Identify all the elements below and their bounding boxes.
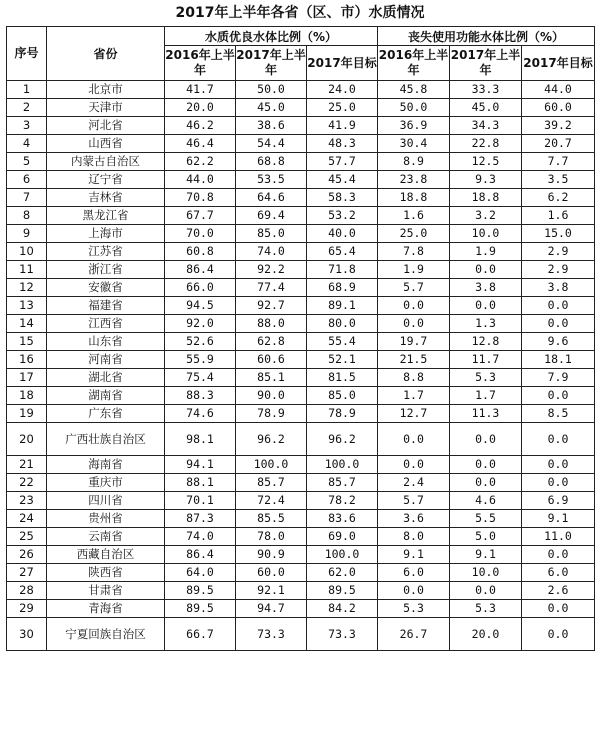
value-cell: 100.0 (236, 456, 307, 474)
province-cell: 吉林省 (47, 189, 165, 207)
table-row (7, 492, 595, 510)
value-cell: 7.7 (522, 153, 595, 171)
value-cell: 85.7 (307, 474, 378, 492)
table-row (7, 510, 595, 528)
value-cell: 2.4 (378, 474, 450, 492)
header-sub-col: 2016年上半年 (165, 46, 236, 81)
value-cell: 100.0 (307, 456, 378, 474)
value-cell: 33.3 (450, 81, 522, 99)
value-cell: 1.7 (450, 387, 522, 405)
value-cell: 11.3 (450, 405, 522, 423)
value-cell: 74.6 (165, 405, 236, 423)
value-cell: 67.7 (165, 207, 236, 225)
value-cell: 10.0 (450, 225, 522, 243)
table-row (7, 261, 595, 279)
table-row (7, 243, 595, 261)
value-cell: 68.8 (236, 153, 307, 171)
province-cell: 贵州省 (47, 510, 165, 528)
value-cell: 8.5 (522, 405, 595, 423)
value-cell: 4.6 (450, 492, 522, 510)
value-cell: 12.5 (450, 153, 522, 171)
value-cell: 11.0 (522, 528, 595, 546)
value-cell: 74.0 (165, 528, 236, 546)
value-cell: 0.0 (522, 456, 595, 474)
value-cell: 83.6 (307, 510, 378, 528)
value-cell: 5.5 (450, 510, 522, 528)
province-cell: 湖南省 (47, 387, 165, 405)
value-cell: 3.5 (522, 171, 595, 189)
value-cell: 98.1 (165, 423, 236, 456)
value-cell: 70.0 (165, 225, 236, 243)
value-cell: 75.4 (165, 369, 236, 387)
value-cell: 0.0 (378, 297, 450, 315)
value-cell: 50.0 (378, 99, 450, 117)
row-number: 8 (7, 207, 47, 225)
value-cell: 0.0 (378, 315, 450, 333)
row-number: 17 (7, 369, 47, 387)
value-cell: 34.3 (450, 117, 522, 135)
province-cell: 天津市 (47, 99, 165, 117)
value-cell: 5.7 (378, 279, 450, 297)
value-cell: 18.8 (378, 189, 450, 207)
value-cell: 80.0 (307, 315, 378, 333)
value-cell: 36.9 (378, 117, 450, 135)
value-cell: 0.0 (522, 423, 595, 456)
value-cell: 89.5 (307, 582, 378, 600)
value-cell: 52.1 (307, 351, 378, 369)
value-cell: 2.9 (522, 243, 595, 261)
row-number: 27 (7, 564, 47, 582)
value-cell: 70.1 (165, 492, 236, 510)
row-number: 24 (7, 510, 47, 528)
row-number: 18 (7, 387, 47, 405)
value-cell: 78.0 (236, 528, 307, 546)
value-cell: 60.0 (522, 99, 595, 117)
table-row (7, 618, 595, 651)
value-cell: 92.2 (236, 261, 307, 279)
header-sub-col: 2017年目标 (307, 46, 378, 81)
value-cell: 3.2 (450, 207, 522, 225)
province-cell: 黑龙江省 (47, 207, 165, 225)
row-number: 20 (7, 423, 47, 456)
value-cell: 0.0 (522, 618, 595, 651)
province-cell: 陕西省 (47, 564, 165, 582)
value-cell: 92.1 (236, 582, 307, 600)
value-cell: 50.0 (236, 81, 307, 99)
value-cell: 85.0 (307, 387, 378, 405)
row-number: 25 (7, 528, 47, 546)
value-cell: 96.2 (236, 423, 307, 456)
value-cell: 100.0 (307, 546, 378, 564)
table-row (7, 546, 595, 564)
table-body (7, 81, 595, 651)
value-cell: 78.2 (307, 492, 378, 510)
value-cell: 85.7 (236, 474, 307, 492)
value-cell: 66.0 (165, 279, 236, 297)
row-number: 9 (7, 225, 47, 243)
value-cell: 48.3 (307, 135, 378, 153)
row-number: 7 (7, 189, 47, 207)
value-cell: 5.0 (450, 528, 522, 546)
value-cell: 60.6 (236, 351, 307, 369)
value-cell: 12.7 (378, 405, 450, 423)
value-cell: 25.0 (307, 99, 378, 117)
value-cell: 6.2 (522, 189, 595, 207)
value-cell: 26.7 (378, 618, 450, 651)
value-cell: 89.5 (165, 582, 236, 600)
value-cell: 1.9 (378, 261, 450, 279)
province-cell: 广东省 (47, 405, 165, 423)
value-cell: 2.6 (522, 582, 595, 600)
value-cell: 0.0 (522, 600, 595, 618)
value-cell: 66.7 (165, 618, 236, 651)
value-cell: 8.0 (378, 528, 450, 546)
value-cell: 20.7 (522, 135, 595, 153)
value-cell: 60.8 (165, 243, 236, 261)
table-row (7, 387, 595, 405)
row-number: 23 (7, 492, 47, 510)
value-cell: 6.0 (522, 564, 595, 582)
header-sub-col: 2017年上半年 (236, 46, 307, 81)
table-row (7, 456, 595, 474)
value-cell: 0.0 (450, 297, 522, 315)
table-row (7, 225, 595, 243)
table-row (7, 153, 595, 171)
value-cell: 0.0 (378, 456, 450, 474)
value-cell: 1.3 (450, 315, 522, 333)
row-number: 13 (7, 297, 47, 315)
province-cell: 西藏自治区 (47, 546, 165, 564)
value-cell: 85.1 (236, 369, 307, 387)
value-cell: 6.9 (522, 492, 595, 510)
province-cell: 广西壮族自治区 (47, 423, 165, 456)
row-number: 21 (7, 456, 47, 474)
value-cell: 44.0 (522, 81, 595, 99)
value-cell: 45.0 (450, 99, 522, 117)
row-number: 16 (7, 351, 47, 369)
row-number: 3 (7, 117, 47, 135)
province-cell: 安徽省 (47, 279, 165, 297)
value-cell: 85.0 (236, 225, 307, 243)
row-number: 1 (7, 81, 47, 99)
value-cell: 96.2 (307, 423, 378, 456)
value-cell: 72.4 (236, 492, 307, 510)
header-good-water-group: 水质优良水体比例（%） (165, 27, 378, 46)
value-cell: 1.6 (522, 207, 595, 225)
value-cell: 78.9 (236, 405, 307, 423)
row-number: 11 (7, 261, 47, 279)
row-number: 30 (7, 618, 47, 651)
value-cell: 9.1 (450, 546, 522, 564)
province-cell: 海南省 (47, 456, 165, 474)
value-cell: 1.9 (450, 243, 522, 261)
province-cell: 北京市 (47, 81, 165, 99)
value-cell: 20.0 (165, 99, 236, 117)
table-row (7, 81, 595, 99)
value-cell: 0.0 (450, 423, 522, 456)
value-cell: 5.3 (378, 600, 450, 618)
value-cell: 90.0 (236, 387, 307, 405)
row-number: 29 (7, 600, 47, 618)
province-cell: 辽宁省 (47, 171, 165, 189)
province-cell: 内蒙古自治区 (47, 153, 165, 171)
value-cell: 71.8 (307, 261, 378, 279)
table-row (7, 117, 595, 135)
province-cell: 浙江省 (47, 261, 165, 279)
value-cell: 10.0 (450, 564, 522, 582)
value-cell: 62.0 (307, 564, 378, 582)
value-cell: 54.4 (236, 135, 307, 153)
value-cell: 69.4 (236, 207, 307, 225)
row-number: 2 (7, 99, 47, 117)
table-row (7, 135, 595, 153)
row-number: 15 (7, 333, 47, 351)
province-cell: 山西省 (47, 135, 165, 153)
province-cell: 河南省 (47, 351, 165, 369)
row-number: 26 (7, 546, 47, 564)
value-cell: 92.0 (165, 315, 236, 333)
value-cell: 84.2 (307, 600, 378, 618)
header-sub-col: 2017年目标 (522, 46, 595, 81)
header-province: 省份 (47, 27, 165, 81)
value-cell: 89.5 (165, 600, 236, 618)
value-cell: 7.8 (378, 243, 450, 261)
table-row (7, 600, 595, 618)
row-number: 19 (7, 405, 47, 423)
header-seq: 序号 (7, 27, 47, 81)
province-cell: 河北省 (47, 117, 165, 135)
province-cell: 重庆市 (47, 474, 165, 492)
value-cell: 74.0 (236, 243, 307, 261)
table-row (7, 351, 595, 369)
value-cell: 8.8 (378, 369, 450, 387)
value-cell: 65.4 (307, 243, 378, 261)
value-cell: 0.0 (450, 474, 522, 492)
table-row (7, 582, 595, 600)
value-cell: 5.7 (378, 492, 450, 510)
table-title: 2017年上半年各省（区、市）水质情况 (175, 5, 425, 21)
value-cell: 0.0 (378, 423, 450, 456)
province-cell: 甘肃省 (47, 582, 165, 600)
value-cell: 0.0 (522, 387, 595, 405)
value-cell: 85.5 (236, 510, 307, 528)
value-cell: 25.0 (378, 225, 450, 243)
value-cell: 69.0 (307, 528, 378, 546)
value-cell: 87.3 (165, 510, 236, 528)
header-sub-col: 2017年上半年 (450, 46, 522, 81)
row-number: 10 (7, 243, 47, 261)
value-cell: 81.5 (307, 369, 378, 387)
header-row-group (7, 27, 595, 46)
value-cell: 1.7 (378, 387, 450, 405)
province-cell: 江苏省 (47, 243, 165, 261)
value-cell: 46.4 (165, 135, 236, 153)
table-row (7, 528, 595, 546)
value-cell: 0.0 (522, 546, 595, 564)
province-cell: 云南省 (47, 528, 165, 546)
table-row (7, 405, 595, 423)
table-row (7, 189, 595, 207)
table-row (7, 297, 595, 315)
value-cell: 20.0 (450, 618, 522, 651)
value-cell: 44.0 (165, 171, 236, 189)
value-cell: 86.4 (165, 546, 236, 564)
table-row (7, 474, 595, 492)
value-cell: 5.3 (450, 600, 522, 618)
province-cell: 山东省 (47, 333, 165, 351)
value-cell: 9.6 (522, 333, 595, 351)
value-cell: 86.4 (165, 261, 236, 279)
value-cell: 24.0 (307, 81, 378, 99)
row-number: 4 (7, 135, 47, 153)
value-cell: 0.0 (522, 474, 595, 492)
value-cell: 45.4 (307, 171, 378, 189)
value-cell: 21.5 (378, 351, 450, 369)
value-cell: 62.8 (236, 333, 307, 351)
value-cell: 0.0 (450, 261, 522, 279)
value-cell: 78.9 (307, 405, 378, 423)
province-cell: 江西省 (47, 315, 165, 333)
value-cell: 0.0 (450, 456, 522, 474)
value-cell: 2.9 (522, 261, 595, 279)
value-cell: 46.2 (165, 117, 236, 135)
value-cell: 88.3 (165, 387, 236, 405)
value-cell: 40.0 (307, 225, 378, 243)
value-cell: 3.8 (450, 279, 522, 297)
value-cell: 64.6 (236, 189, 307, 207)
value-cell: 89.1 (307, 297, 378, 315)
value-cell: 8.9 (378, 153, 450, 171)
value-cell: 0.0 (450, 582, 522, 600)
value-cell: 18.1 (522, 351, 595, 369)
value-cell: 15.0 (522, 225, 595, 243)
value-cell: 60.0 (236, 564, 307, 582)
value-cell: 53.5 (236, 171, 307, 189)
value-cell: 64.0 (165, 564, 236, 582)
value-cell: 45.8 (378, 81, 450, 99)
value-cell: 73.3 (307, 618, 378, 651)
row-number: 22 (7, 474, 47, 492)
province-cell: 上海市 (47, 225, 165, 243)
province-cell: 宁夏回族自治区 (47, 618, 165, 651)
value-cell: 5.3 (450, 369, 522, 387)
table-row (7, 369, 595, 387)
value-cell: 55.9 (165, 351, 236, 369)
value-cell: 70.8 (165, 189, 236, 207)
province-cell: 湖北省 (47, 369, 165, 387)
table-row (7, 315, 595, 333)
province-cell: 福建省 (47, 297, 165, 315)
value-cell: 0.0 (522, 297, 595, 315)
header-lost-function-group: 丧失使用功能水体比例（%） (378, 27, 595, 46)
value-cell: 39.2 (522, 117, 595, 135)
water-quality-table (6, 26, 595, 651)
value-cell: 68.9 (307, 279, 378, 297)
value-cell: 3.6 (378, 510, 450, 528)
value-cell: 92.7 (236, 297, 307, 315)
table-row (7, 564, 595, 582)
value-cell: 73.3 (236, 618, 307, 651)
header-sub-col: 2016年上半年 (378, 46, 450, 81)
value-cell: 30.4 (378, 135, 450, 153)
table-row (7, 99, 595, 117)
value-cell: 62.2 (165, 153, 236, 171)
table-row (7, 423, 595, 456)
row-number: 12 (7, 279, 47, 297)
value-cell: 94.1 (165, 456, 236, 474)
value-cell: 3.8 (522, 279, 595, 297)
value-cell: 0.0 (522, 315, 595, 333)
value-cell: 22.8 (450, 135, 522, 153)
table-row (7, 279, 595, 297)
value-cell: 77.4 (236, 279, 307, 297)
value-cell: 41.7 (165, 81, 236, 99)
value-cell: 7.9 (522, 369, 595, 387)
value-cell: 9.1 (378, 546, 450, 564)
value-cell: 90.9 (236, 546, 307, 564)
value-cell: 52.6 (165, 333, 236, 351)
value-cell: 55.4 (307, 333, 378, 351)
row-number: 6 (7, 171, 47, 189)
value-cell: 94.5 (165, 297, 236, 315)
value-cell: 6.0 (378, 564, 450, 582)
value-cell: 53.2 (307, 207, 378, 225)
province-cell: 青海省 (47, 600, 165, 618)
province-cell: 四川省 (47, 492, 165, 510)
table-row (7, 333, 595, 351)
value-cell: 58.3 (307, 189, 378, 207)
value-cell: 88.0 (236, 315, 307, 333)
value-cell: 38.6 (236, 117, 307, 135)
value-cell: 94.7 (236, 600, 307, 618)
value-cell: 9.3 (450, 171, 522, 189)
value-cell: 45.0 (236, 99, 307, 117)
value-cell: 88.1 (165, 474, 236, 492)
value-cell: 11.7 (450, 351, 522, 369)
value-cell: 9.1 (522, 510, 595, 528)
value-cell: 12.8 (450, 333, 522, 351)
value-cell: 23.8 (378, 171, 450, 189)
value-cell: 57.7 (307, 153, 378, 171)
table-row (7, 171, 595, 189)
value-cell: 41.9 (307, 117, 378, 135)
row-number: 14 (7, 315, 47, 333)
row-number: 5 (7, 153, 47, 171)
value-cell: 19.7 (378, 333, 450, 351)
row-number: 28 (7, 582, 47, 600)
value-cell: 0.0 (378, 582, 450, 600)
value-cell: 1.6 (378, 207, 450, 225)
table-row (7, 207, 595, 225)
value-cell: 18.8 (450, 189, 522, 207)
